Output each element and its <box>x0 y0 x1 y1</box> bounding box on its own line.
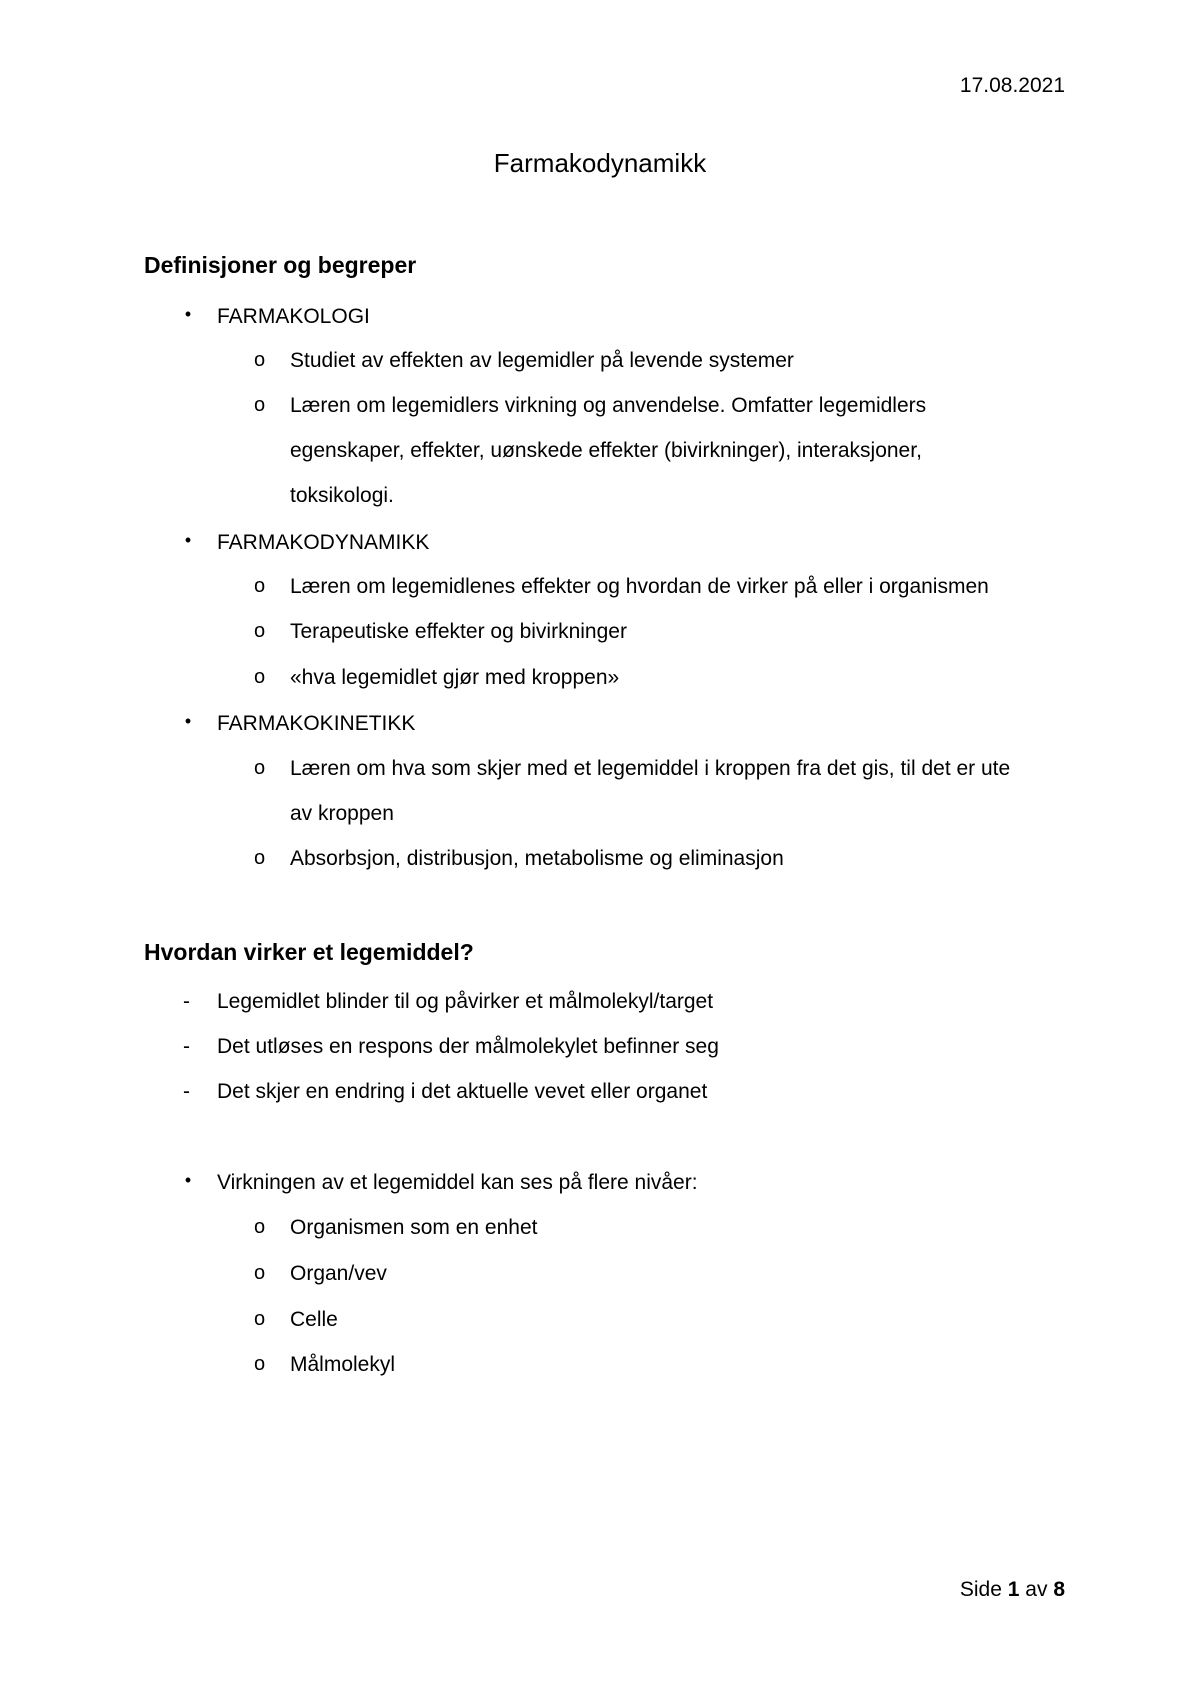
list-item-farmakodynamikk-2: Terapeutiske effekter og bivirkninger <box>290 620 627 643</box>
section-heading-definitions: Definisjoner og begreper <box>144 252 417 278</box>
footer-page-number: 1 <box>1007 1578 1020 1601</box>
list-item-farmakologi: FARMAKOLOGI <box>217 305 370 328</box>
bullet-marker: • <box>184 711 192 731</box>
sub-bullet-marker: o <box>254 394 266 416</box>
dash-marker: - <box>183 990 190 1013</box>
dash-item-3: Det skjer en endring i det aktuelle vevet eller organet <box>217 1080 708 1103</box>
bullet-marker: • <box>184 1170 192 1190</box>
sub-bullet-marker: o <box>254 620 266 642</box>
list-item-farmakokinetikk: FARMAKOKINETIKK <box>217 712 416 735</box>
bullet-marker: • <box>184 304 192 324</box>
section-heading-how-it-works: Hvordan virker et legemiddel? <box>144 939 474 965</box>
page-date: 17.08.2021 <box>959 74 1065 97</box>
list-item-level-3: Celle <box>290 1308 338 1331</box>
list-item-level-4: Målmolekyl <box>290 1353 396 1376</box>
bullet-marker: • <box>184 530 192 550</box>
list-item-farmakologi-1: Studiet av effekten av legemidler på levende systemer <box>290 349 794 372</box>
dash-marker: - <box>183 1080 190 1103</box>
sub-bullet-marker: o <box>254 666 266 688</box>
list-item-farmakodynamikk-1: Læren om legemidlenes effekter og hvordan de virker på eller i organismen <box>290 575 989 598</box>
sub-bullet-marker: o <box>254 349 266 371</box>
page-footer <box>960 1578 1065 1602</box>
list-item-farmakologi-2: Læren om legemidlers virkning og anvendelse. Omfatter legemidlers <box>290 394 927 417</box>
sub-bullet-marker: o <box>254 1262 266 1284</box>
list-item-farmakokinetikk-1: Læren om hva som skjer med et legemiddel i kroppen fra det gis, til det er ute <box>290 757 1011 780</box>
footer-page-total: 8 <box>1053 1578 1065 1601</box>
list-item-level-2: Organ/vev <box>290 1262 387 1285</box>
list-item-farmakokinetikk-2: Absorbsjon, distribusjon, metabolisme og eliminasjon <box>290 847 784 870</box>
sub-bullet-marker: o <box>254 575 266 597</box>
page-title: Farmakodynamikk <box>493 148 707 178</box>
list-item-farmakologi-2-cont: egenskaper, effekter, uønskede effekter (bivirkninger), interaksjoner, <box>290 439 922 462</box>
list-item-level-1: Organismen som en enhet <box>290 1216 538 1239</box>
sub-bullet-marker: o <box>254 847 266 869</box>
sub-bullet-marker: o <box>254 1308 266 1330</box>
sub-bullet-marker: o <box>254 1216 266 1238</box>
footer-of-label: av <box>1025 1578 1048 1601</box>
list-item-virkning: Virkningen av et legemiddel kan ses på flere nivåer: <box>217 1171 698 1194</box>
list-item-farmakodynamikk: FARMAKODYNAMIKK <box>217 531 430 554</box>
dash-item-1: Legemidlet blinder til og påvirker et målmolekyl/target <box>217 990 714 1013</box>
list-item-farmakologi-2-cont: toksikologi. <box>290 484 394 507</box>
sub-bullet-marker: o <box>254 757 266 779</box>
list-item-farmakodynamikk-3: «hva legemidlet gjør med kroppen» <box>290 666 620 689</box>
dash-item-2: Det utløses en respons der målmolekylet befinner seg <box>217 1035 719 1058</box>
footer-side-label: Side <box>959 1578 1002 1601</box>
sub-bullet-marker: o <box>254 1353 266 1375</box>
dash-marker: - <box>183 1035 190 1058</box>
list-item-farmakokinetikk-1-cont: av kroppen <box>290 802 394 825</box>
